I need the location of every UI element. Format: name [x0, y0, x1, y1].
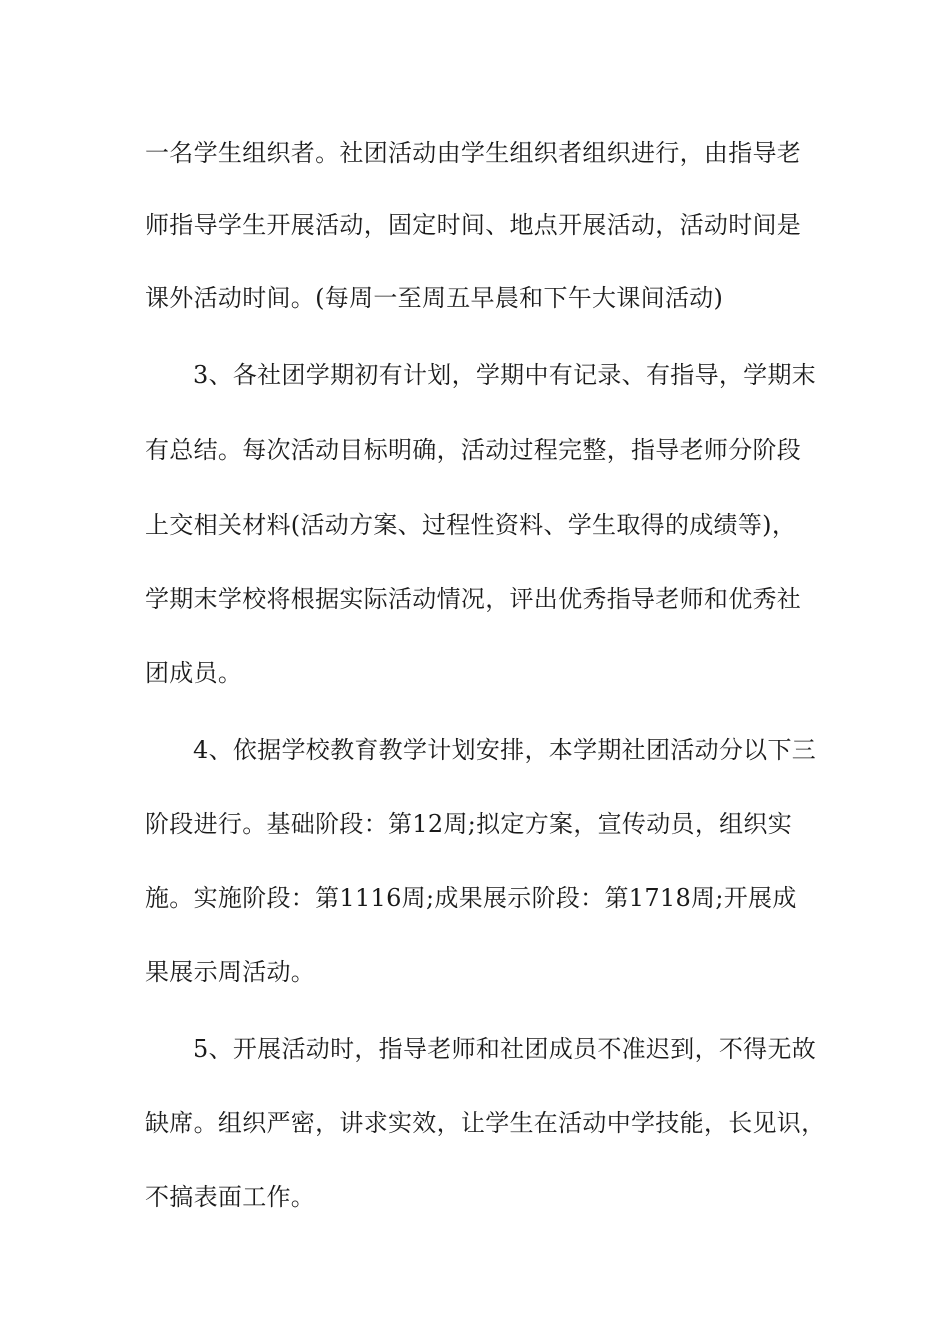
paragraph-line: 团成员。 — [145, 659, 243, 687]
paragraph-line: 缺席。组织严密，讲求实效，让学生在活动中学技能，长见识， — [145, 1109, 826, 1137]
paragraph-line: 3、各社团学期初有计划，学期中有记录、有指导，学期末 — [193, 361, 817, 389]
paragraph-line: 4、依据学校教育教学计划安排，本学期社团活动分以下三 — [193, 736, 817, 764]
paragraph-line: 师指导学生开展活动，固定时间、地点开展活动，活动时间是 — [145, 211, 802, 239]
paragraph-line: 课外活动时间。(每周一至周五早晨和下午大课间活动) — [145, 284, 724, 312]
paragraph-line: 施。实施阶段：第1116周;成果展示阶段：第1718周;开展成 — [145, 884, 797, 912]
paragraph-line: 学期末学校将根据实际活动情况，评出优秀指导老师和优秀社 — [145, 585, 802, 613]
paragraph-line: 上交相关材料(活动方案、过程性资料、学生取得的成绩等)， — [145, 511, 797, 539]
paragraph-line: 有总结。每次活动目标明确，活动过程完整，指导老师分阶段 — [145, 436, 802, 464]
paragraph-line: 5、开展活动时，指导老师和社团成员不准迟到，不得无故 — [193, 1035, 817, 1063]
paragraph-line: 果展示周活动。 — [145, 958, 316, 986]
paragraph-line: 一名学生组织者。社团活动由学生组织者组织进行，由指导老 — [145, 139, 802, 167]
paragraph-line: 阶段进行。基础阶段：第12周;拟定方案，宣传动员，组织实 — [145, 810, 793, 838]
paragraph-line: 不搞表面工作。 — [145, 1183, 316, 1211]
